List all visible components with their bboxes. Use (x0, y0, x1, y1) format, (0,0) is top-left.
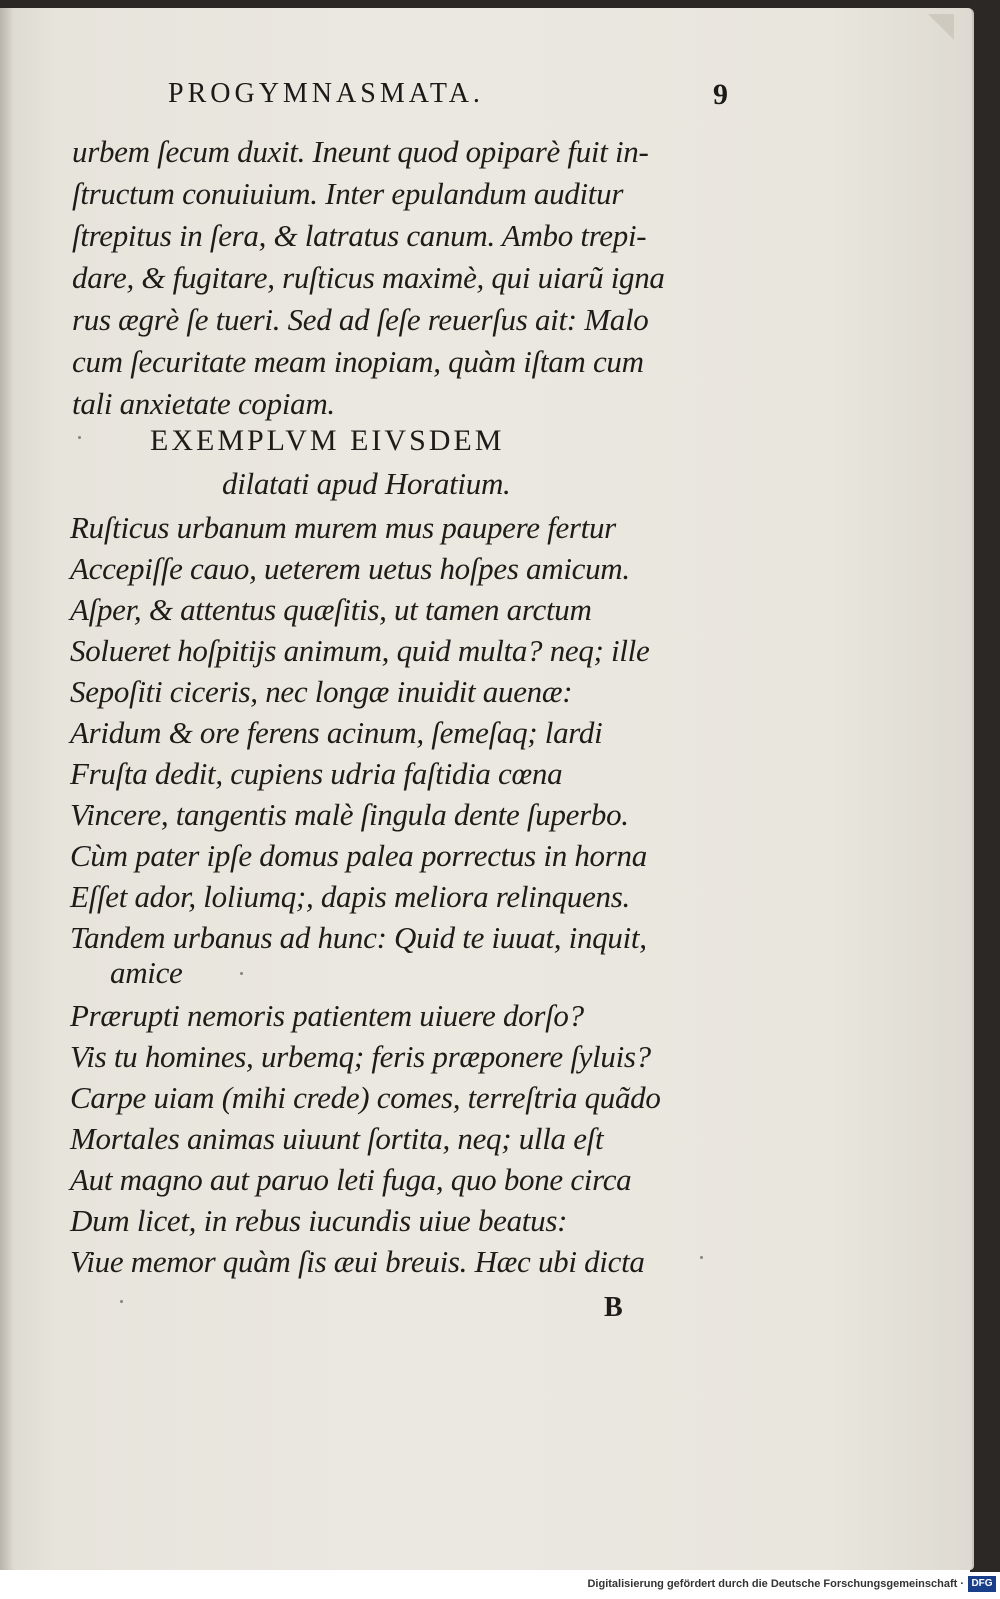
verse-line: Prærupti nemoris patientem uiuere dorſo? (70, 998, 584, 1033)
page-gutter-shadow (0, 8, 14, 1570)
prose-line: ſtructum conuiuium. Inter epulandum auditur (72, 176, 624, 211)
verse-line: Aſper, & attentus quæſitis, ut tamen arctum (70, 592, 592, 627)
page-number: 9 (713, 78, 728, 111)
footer-bar (0, 1572, 1000, 1599)
paper-speck (120, 1300, 123, 1303)
page-corner-fold (928, 14, 954, 40)
verse-line: Solueret hoſpitijs animum, quid multa? neq; ille (70, 633, 650, 668)
scan-border-right (970, 0, 1000, 1572)
verse-line-continuation: amice (110, 955, 183, 990)
verse-line: Aut magno aut paruo leti fuga, quo bone circa (70, 1162, 632, 1197)
page-header (168, 78, 728, 118)
running-title: PROGYMNASMATA. (168, 78, 484, 109)
paper-speck (78, 436, 81, 439)
prose-line: urbem ſecum duxit. Ineunt quod opiparè fuit in- (72, 134, 649, 169)
verse-line: Dum licet, in rebus iucundis uiue beatus: (70, 1203, 568, 1238)
prose-line: dare, & fugitare, ruſticus maximè, qui uiarũ igna (72, 260, 665, 295)
prose-line: cum ſecuritate meam inopiam, quàm iſtam cum (72, 344, 644, 379)
dfg-logo: DFG (968, 1576, 996, 1592)
signature-mark: B (604, 1292, 623, 1323)
verse-line: Accepiſſe cauo, ueterem uetus hoſpes amicum. (70, 551, 630, 586)
funding-credit: Digitalisierung gefördert durch die Deutsche Forschungsgemeinschaft · (587, 1578, 964, 1590)
prose-line: rus ægrè ſe tueri. Sed ad ſeſe reuerſus ait: Malo (72, 302, 649, 337)
prose-line: tali anxietate copiam. (72, 386, 335, 421)
paper-speck (700, 1256, 703, 1259)
section-subheading: dilatati apud Horatium. (222, 466, 511, 501)
section-heading: EXEMPLVM EIVSDEM (150, 424, 505, 457)
verse-line: Vincere, tangentis malè ſingula dente ſuperbo. (70, 797, 629, 832)
verse-line: Ruſticus urbanum murem mus paupere fertur (70, 510, 616, 545)
verse-line: Tandem urbanus ad hunc: Quid te iuuat, inquit, (70, 920, 647, 955)
verse-line: Aridum & ore ferens acinum, ſemeſaq; lardi (70, 715, 603, 750)
verse-line: Eſſet ador, loliumq;, dapis meliora relinquens. (70, 879, 630, 914)
verse-line: Cùm pater ipſe domus palea porrectus in horna (70, 838, 647, 873)
verse-line: Sepoſiti ciceris, nec longæ inuidit auenæ: (70, 674, 573, 709)
verse-line: Fruſta dedit, cupiens udria faſtidia cœna (70, 756, 563, 791)
paper-speck (240, 972, 243, 975)
verse-line: Vis tu homines, urbemq; feris præponere ſyluis? (70, 1039, 651, 1074)
verse-line: Mortales animas uiuunt ſortita, neq; ulla eſt (70, 1121, 604, 1156)
prose-line: ſtrepitus in ſera, & latratus canum. Ambo trepi- (72, 218, 647, 253)
verse-line: Viue memor quàm ſis æui breuis. Hæc ubi dicta (70, 1244, 645, 1279)
verse-line: Carpe uiam (mihi crede) comes, terreſtria quãdo (70, 1080, 661, 1115)
